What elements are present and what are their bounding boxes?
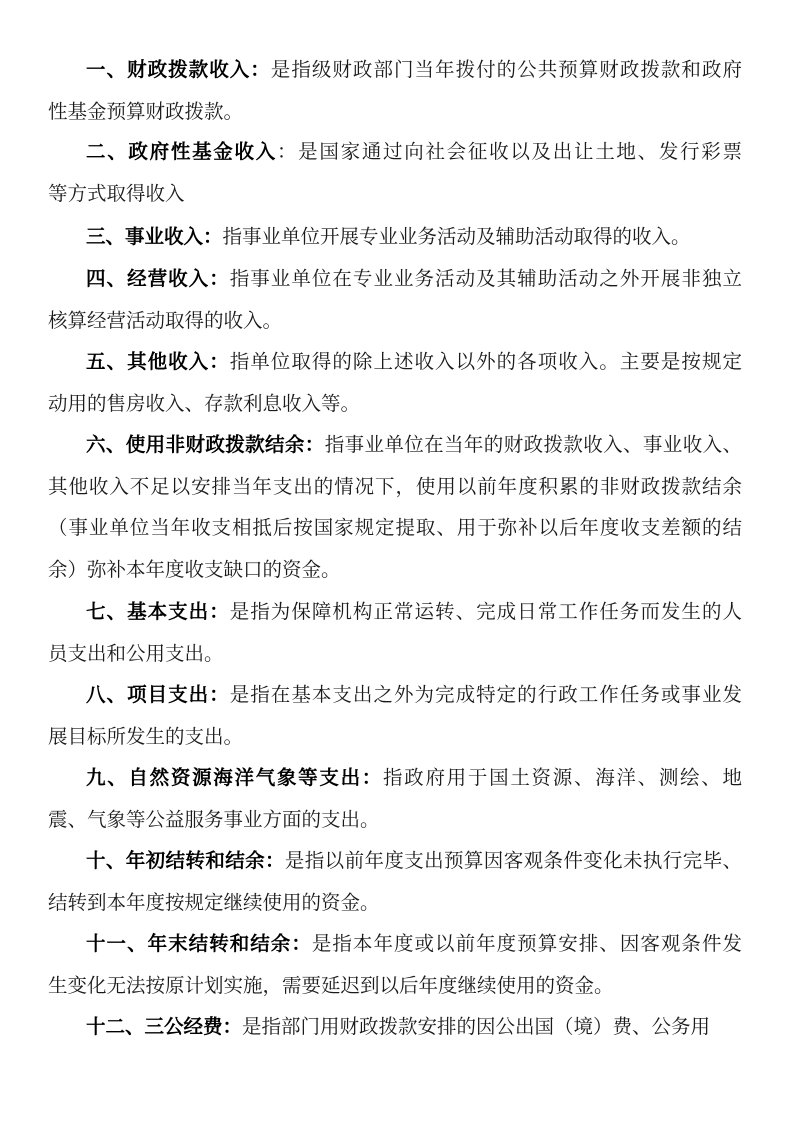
paragraph-first-line [86, 597, 742, 627]
paragraph-first-line [86, 137, 742, 167]
term-description: 结转到本年度按规定继续使用的资金。 [48, 890, 380, 914]
term-heading: 七、基本支出： [86, 600, 230, 623]
paragraph-line [48, 513, 742, 543]
term-heading: 四、经营收入： [86, 267, 230, 290]
paragraph-line [48, 179, 185, 209]
term-description: 性基金预算财政拨款。 [48, 99, 244, 123]
term-heading: 一、财政拨款收入： [86, 58, 271, 81]
paragraph-line [48, 472, 742, 502]
term-description: 是指本年度或以前年度预算安排、因客观条件发 [311, 932, 742, 955]
term-heading: 八、项目支出： [86, 683, 230, 706]
term-description: 员支出和公用支出。 [48, 641, 224, 665]
paragraph-line [48, 639, 224, 669]
term-description: 是指部门用财政拨款安排的因公出国（境）费、公务用 [242, 1015, 711, 1038]
paragraph-line [48, 888, 380, 918]
term-description: 等方式取得收入 [48, 181, 185, 205]
term-description: ：是国家通过向社会征收以及出让土地、发行彩票 [276, 140, 742, 163]
paragraph-first-line [86, 347, 742, 377]
paragraph-first-line [86, 763, 742, 793]
term-heading: 六、使用非财政拨款结余： [86, 433, 325, 456]
term-description: 震、气象等公益服务事业方面的支出。 [48, 807, 380, 831]
term-description: 是指级财政部门当年拨付的公共预算财政拨款和政府 [270, 58, 742, 81]
term-description: 核算经营活动取得的收入。 [48, 308, 283, 332]
term-description: 指事业单位在专业业务活动及其辅助活动之外开展非独立 [229, 267, 742, 290]
paragraph-first-line [86, 55, 742, 85]
paragraph-first-line [86, 680, 742, 710]
term-description: 生变化无法按原计划实施，需要延迟到以后年度继续使用的资金。 [48, 973, 614, 997]
term-heading: 九、自然资源海洋气象等支出： [86, 766, 384, 789]
paragraph-first-line [86, 1012, 710, 1042]
term-description: 指单位取得的除上述收入以外的各项收入。主要是按规定 [229, 350, 742, 373]
paragraph-line [48, 805, 380, 835]
paragraph-first-line [86, 846, 742, 876]
paragraph-first-line [86, 222, 691, 252]
term-description: 展目标所发生的支出。 [48, 724, 244, 748]
paragraph-line [48, 971, 614, 1001]
term-description: 余）弥补本年度收支缺口的资金。 [48, 557, 341, 581]
term-heading: 二、政府性基金收入 [86, 140, 277, 163]
term-heading: 十二、三公经费： [86, 1015, 243, 1038]
paragraph-first-line [86, 929, 742, 959]
term-description: 指事业单位在当年的财政拨款收入、事业收入、 [324, 433, 742, 456]
term-description: 是指以前年度支出预算因客观条件变化未执行完毕、 [284, 849, 742, 872]
term-description: 指政府用于国土资源、海洋、测绘、地 [383, 766, 742, 789]
term-heading: 三、事业收入： [86, 225, 223, 248]
paragraph-line [48, 306, 282, 336]
paragraph-first-line [86, 430, 742, 460]
paragraph-line [48, 389, 360, 419]
paragraph-line [48, 555, 341, 585]
paragraph-line [48, 97, 243, 127]
term-description: 是指在基本支出之外为完成特定的行政工作任务或事业发 [229, 683, 742, 706]
paragraph-first-line [86, 264, 742, 294]
term-heading: 十、年初结转和结余： [86, 849, 285, 872]
paragraph-line [48, 722, 243, 752]
term-heading: 十一、年末结转和结余： [86, 932, 312, 955]
term-description: 动用的售房收入、存款利息收入等。 [48, 391, 361, 415]
term-description: 其他收入不足以安排当年支出的情况下，使用以前年度积累的非财政拨款结余 [48, 474, 742, 498]
term-description: （事业单位当年收支相抵后按国家规定提取、用于弥补以后年度收支差额的结 [48, 516, 742, 539]
term-heading: 五、其他收入： [86, 350, 230, 373]
term-description: 指事业单位开展专业业务活动及辅助活动取得的收入。 [222, 225, 691, 248]
term-description: 是指为保障机构正常运转、完成日常工作任务而发生的人 [229, 600, 742, 623]
